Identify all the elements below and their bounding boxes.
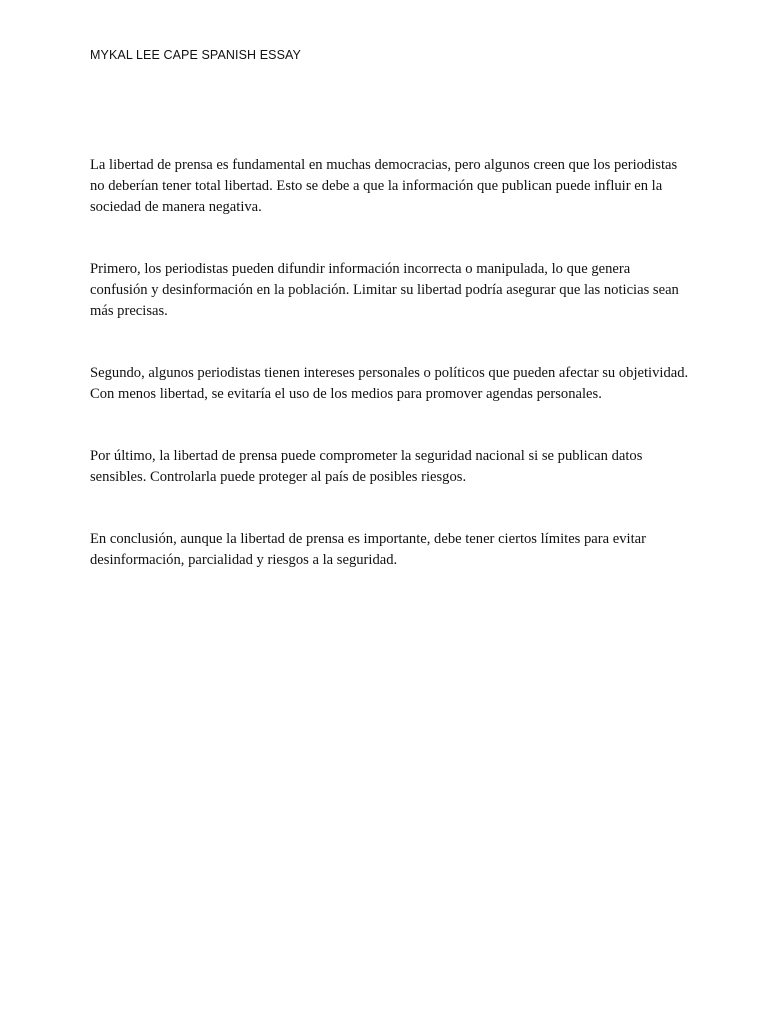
paragraph-last-point: Por último, la libertad de prensa puede comprometer la seguridad nacional si se publican datos sensibles. Controlarla puede proteger al país de posibles riesgos.	[90, 448, 643, 485]
paragraph-first-point: Primero, los periodistas pueden difundir información incorrecta o manipulada, lo que genera confusión y desinformación en la población. Limitar su libertad podría asegurar que las noticias sean más precisas.	[90, 261, 679, 319]
document-header: MYKAL LEE CAPE SPANISH ESSAY	[90, 48, 301, 62]
paragraph-introduction: La libertad de prensa es fundamental en muchas democracias, pero algunos creen que los periodistas no deberían tener total libertad. Esto se debe a que la información que publican puede influir en la sociedad de manera negativa.	[90, 157, 678, 215]
paragraph-conclusion: En conclusión, aunque la libertad de prensa es importante, debe tener ciertos límites para evitar desinformación, parcialidad y riesgos a la seguridad.	[90, 531, 646, 568]
paragraph-second-point: Segundo, algunos periodistas tienen intereses personales o políticos que pueden afectar su objetividad. Con menos libertad, se evitaría el uso de los medios para promover agendas personales.	[90, 365, 689, 402]
essay-body	[90, 155, 690, 571]
